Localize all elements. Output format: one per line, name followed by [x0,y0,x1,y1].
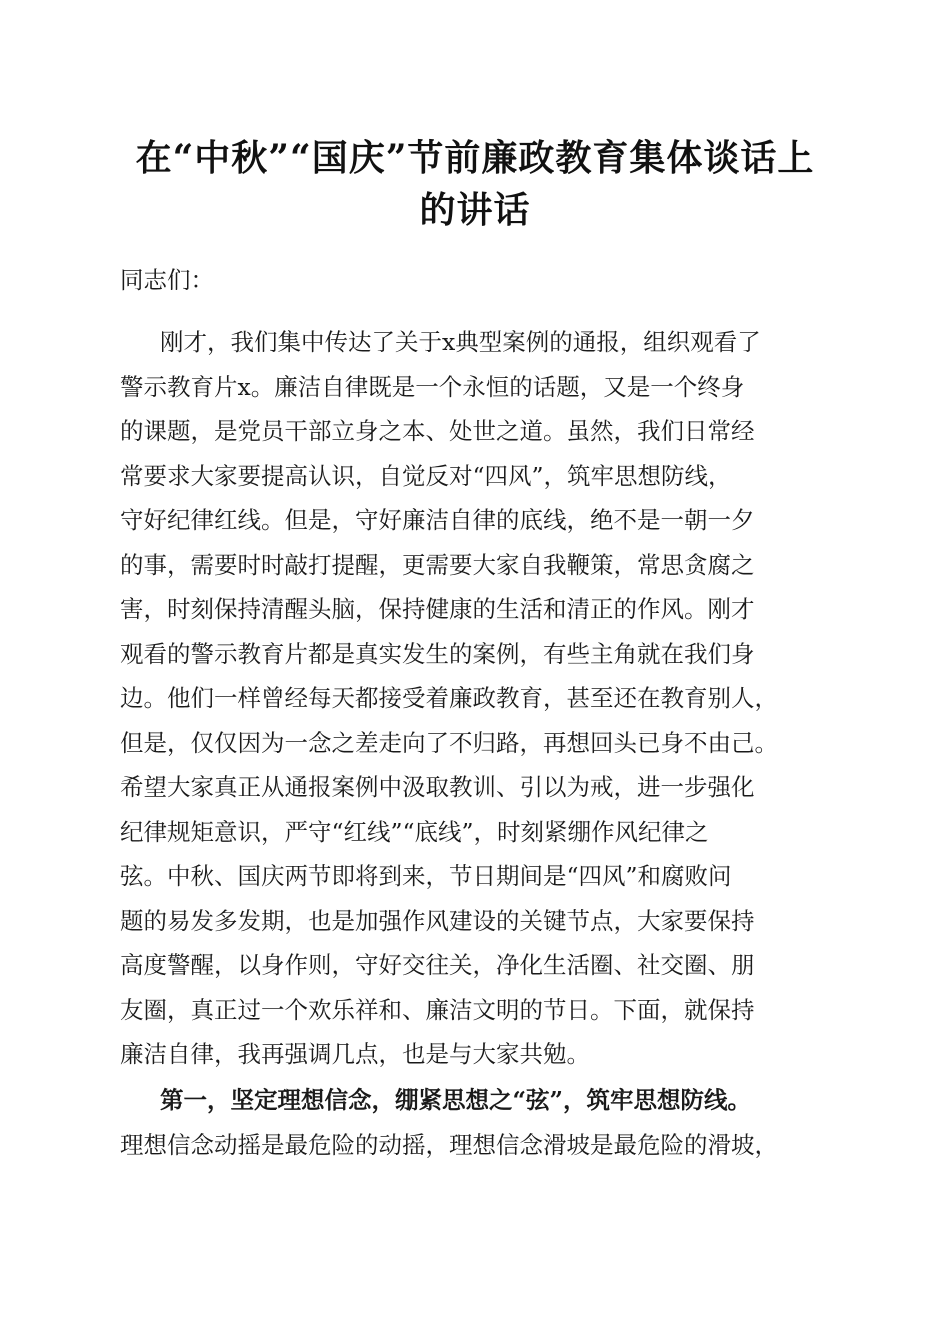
title-line-2: 的讲话 [419,189,531,231]
section-heading-first: 第一，坚定理想信念，绷紧思想之“弦”，筑牢思想防线。 [160,1086,752,1114]
paragraph-line: 常要求大家要提高认识，自觉反对“四风”，筑牢思想防线， [120,461,732,490]
paragraph-2 [120,1078,838,1167]
title-line-1: 在“中秋”“国庆”节前廉政教育集体谈话上 [135,137,815,179]
paragraph-line: 廉洁自律，我再强调几点，也是与大家共勉。 [120,1040,590,1068]
paragraph-1 [120,320,838,1077]
paragraph-line: 刚才，我们集中传达了关于x典型案例的通报，组织观看了 [160,328,761,356]
paragraph-line: 高度警醒，以身作则，守好交往关，净化生活圈、社交圈、朋 [120,951,755,979]
paragraph-line: 纪律规矩意识，严守“红线”“底线”，时刻紧绷作风纪律之 [120,817,709,846]
paragraph-line: 的事，需要时时敲打提醒，更需要大家自我鞭策，常思贪腐之 [120,550,755,579]
paragraph-line: 弦。中秋、国庆两节即将到来，节日期间是“四风”和腐败问 [120,862,732,890]
paragraph-line: 害，时刻保持清醒头脑，保持健康的生活和清正的作风。刚才 [120,595,755,623]
paragraph-line: 但是，仅仅因为一念之差走向了不归路，再想回头已身不由己。 [120,728,778,757]
paragraph-line: 警示教育片x。廉洁自律既是一个永恒的话题，又是一个终身 [120,372,745,401]
paragraph-line: 的课题，是党员干部立身之本、处世之道。虽然，我们日常经 [120,417,755,445]
paragraph-line: 理想信念动摇是最危险的动摇，理想信念滑坡是最危险的滑坡， [120,1130,778,1159]
salutation: 同志们： [120,266,214,294]
paragraph-line: 希望大家真正从通报案例中汲取教训、引以为戒，进一步强化 [120,773,755,801]
paragraph-line: 边。他们一样曾经每天都接受着廉政教育，甚至还在教育别人， [120,684,778,712]
paragraph-line: 守好纪律红线。但是，守好廉洁自律的底线，绝不是一朝一夕 [120,506,755,534]
paragraph-line: 题的易发多发期，也是加强作风建设的关键节点，大家要保持 [120,906,755,935]
paragraph-line: 友圈，真正过一个欢乐祥和、廉洁文明的节日。下面，就保持 [120,995,755,1024]
paragraph-line: 观看的警示教育片都是真实发生的案例，有些主角就在我们身 [120,639,755,668]
document-title [100,132,850,236]
